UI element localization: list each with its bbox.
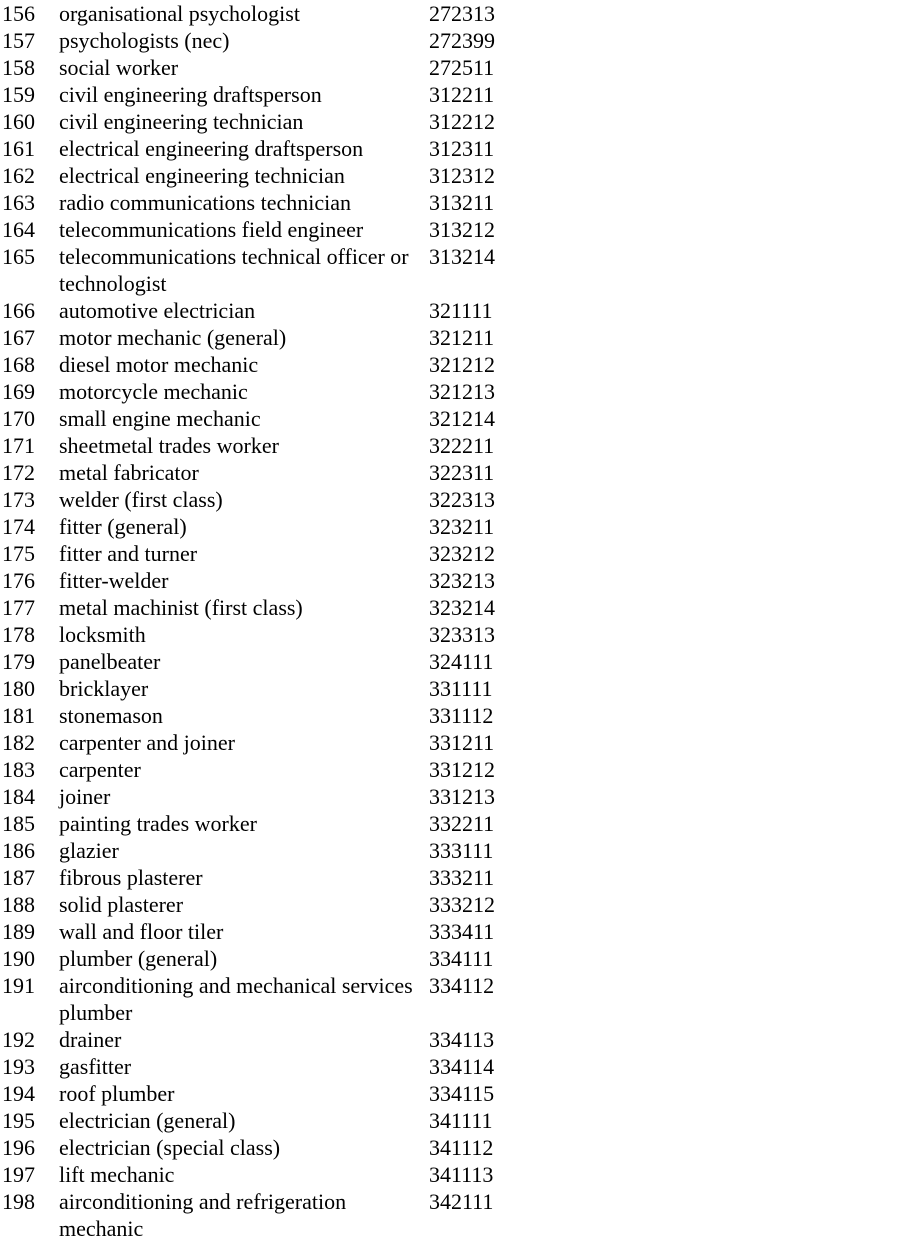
table-row [2, 324, 519, 351]
occupation-code: 313212 [429, 217, 495, 242]
table-row [2, 837, 519, 864]
table-row [2, 81, 519, 108]
table-row [2, 1134, 519, 1161]
occupation-code: 323313 [429, 622, 495, 647]
occupation-code: 312212 [429, 109, 495, 134]
row-number: 192 [2, 1027, 35, 1052]
row-number: 198 [2, 1189, 35, 1214]
table-row [2, 513, 519, 540]
row-number: 194 [2, 1081, 35, 1106]
occupation-name: wall and floor tiler [59, 919, 224, 944]
occupation-code: 331211 [429, 730, 495, 755]
table-row [2, 1161, 519, 1188]
occupation-code: 333212 [429, 892, 495, 917]
table-row [2, 891, 519, 918]
row-number: 196 [2, 1135, 35, 1160]
occupation-name: joiner [59, 784, 111, 809]
occupation-name: fitter-welder [59, 568, 169, 593]
occupation-code: 331111 [429, 676, 493, 701]
row-number: 188 [2, 892, 35, 917]
row-number: 175 [2, 541, 35, 566]
table-row [2, 378, 519, 405]
row-number: 169 [2, 379, 35, 404]
row-number: 158 [2, 55, 35, 80]
occupation-code: 313214 [429, 244, 495, 269]
table-row [2, 621, 519, 648]
row-number: 178 [2, 622, 35, 647]
occupation-name: airconditioning and mechanical services plumber [59, 973, 413, 1025]
table-row [2, 135, 519, 162]
occupation-name: radio communications technician [59, 190, 352, 215]
table-row [2, 0, 519, 27]
occupation-name: airconditioning and refrigeration mechanic [59, 1189, 347, 1241]
occupation-code: 272313 [429, 1, 495, 26]
occupation-name: drainer [59, 1027, 122, 1052]
occupation-name: welder (first class) [59, 487, 223, 512]
occupation-code: 334112 [429, 973, 495, 998]
table-row [2, 216, 519, 243]
occupation-code: 323214 [429, 595, 495, 620]
occupation-code: 322311 [429, 460, 495, 485]
row-number: 157 [2, 28, 35, 53]
table-row [2, 756, 519, 783]
row-number: 186 [2, 838, 35, 863]
occupation-name: glazier [59, 838, 119, 863]
occupation-table [2, 0, 519, 1242]
occupation-name: sheetmetal trades worker [59, 433, 279, 458]
table-row [2, 459, 519, 486]
row-number: 172 [2, 460, 35, 485]
occupation-code: 312311 [429, 136, 495, 161]
table-row [2, 432, 519, 459]
occupation-code: 331112 [429, 703, 494, 728]
row-number: 193 [2, 1054, 35, 1079]
row-number: 191 [2, 973, 35, 998]
occupation-code: 331213 [429, 784, 495, 809]
occupation-name: telecommunications technical officer or technologist [59, 244, 409, 296]
row-number: 167 [2, 325, 35, 350]
row-number: 183 [2, 757, 35, 782]
table-row [2, 351, 519, 378]
occupation-name: civil engineering draftsperson [59, 82, 322, 107]
occupation-code: 313211 [429, 190, 495, 215]
table-row [2, 648, 519, 675]
occupation-code: 341111 [429, 1108, 493, 1133]
occupation-name: solid plasterer [59, 892, 184, 917]
occupation-code: 331212 [429, 757, 495, 782]
occupation-code: 323213 [429, 568, 495, 593]
table-row [2, 1188, 519, 1242]
table-row [2, 189, 519, 216]
row-number: 156 [2, 1, 35, 26]
table-row [2, 405, 519, 432]
occupation-name: motor mechanic (general) [59, 325, 287, 350]
row-number: 185 [2, 811, 35, 836]
occupation-code: 321111 [429, 298, 493, 323]
occupation-name: metal machinist (first class) [59, 595, 303, 620]
row-number: 190 [2, 946, 35, 971]
table-row [2, 540, 519, 567]
table-row [2, 810, 519, 837]
row-number: 187 [2, 865, 35, 890]
occupation-code: 321212 [429, 352, 495, 377]
occupation-name: automotive electrician [59, 298, 256, 323]
occupation-code: 321214 [429, 406, 495, 431]
row-number: 162 [2, 163, 35, 188]
occupation-name: electrical engineering technician [59, 163, 345, 188]
occupation-name: stonemason [59, 703, 163, 728]
occupation-name: social worker [59, 55, 179, 80]
occupation-name: gasfitter [59, 1054, 132, 1079]
occupation-code: 312312 [429, 163, 495, 188]
occupation-code: 334111 [429, 946, 494, 971]
occupation-name: carpenter and joiner [59, 730, 235, 755]
occupation-name: bricklayer [59, 676, 149, 701]
table-row [2, 729, 519, 756]
table-row [2, 486, 519, 513]
table-row [2, 54, 519, 81]
table-row [2, 945, 519, 972]
table-row [2, 243, 519, 297]
row-number: 189 [2, 919, 35, 944]
table-row [2, 783, 519, 810]
occupation-code: 333411 [429, 919, 495, 944]
table-row [2, 918, 519, 945]
occupation-code: 334115 [429, 1081, 495, 1106]
row-number: 166 [2, 298, 35, 323]
occupation-name: panelbeater [59, 649, 161, 674]
occupation-name: plumber (general) [59, 946, 218, 971]
occupation-name: roof plumber [59, 1081, 175, 1106]
occupation-name: locksmith [59, 622, 146, 647]
table-row [2, 675, 519, 702]
table-row [2, 972, 519, 1026]
occupation-name: fitter and turner [59, 541, 198, 566]
table-row [2, 567, 519, 594]
row-number: 165 [2, 244, 35, 269]
table-row [2, 108, 519, 135]
occupation-code: 272511 [429, 55, 495, 80]
row-number: 176 [2, 568, 35, 593]
row-number: 160 [2, 109, 35, 134]
occupation-code: 321211 [429, 325, 495, 350]
row-number: 195 [2, 1108, 35, 1133]
row-number: 197 [2, 1162, 35, 1187]
row-number: 182 [2, 730, 35, 755]
occupation-name: electrical engineering draftsperson [59, 136, 364, 161]
occupation-name: fitter (general) [59, 514, 187, 539]
row-number: 159 [2, 82, 35, 107]
occupation-code: 341113 [429, 1162, 494, 1187]
occupation-name: electrician (special class) [59, 1135, 281, 1160]
table-row [2, 1026, 519, 1053]
row-number: 164 [2, 217, 35, 242]
occupation-code: 312211 [429, 82, 495, 107]
occupation-name: carpenter [59, 757, 141, 782]
occupation-code: 332211 [429, 811, 495, 836]
row-number: 177 [2, 595, 35, 620]
occupation-name: small engine mechanic [59, 406, 261, 431]
occupation-code: 333211 [429, 865, 495, 890]
occupation-code: 334114 [429, 1054, 495, 1079]
occupation-name: motorcycle mechanic [59, 379, 248, 404]
occupation-name: electrician (general) [59, 1108, 236, 1133]
occupation-name: psychologists (nec) [59, 28, 230, 53]
occupation-code: 324111 [429, 649, 494, 674]
row-number: 173 [2, 487, 35, 512]
row-number: 168 [2, 352, 35, 377]
occupation-name: lift mechanic [59, 1162, 175, 1187]
occupation-name: painting trades worker [59, 811, 257, 836]
row-number: 184 [2, 784, 35, 809]
row-number: 174 [2, 514, 35, 539]
occupation-code: 334113 [429, 1027, 495, 1052]
occupation-name: diesel motor mechanic [59, 352, 259, 377]
row-number: 163 [2, 190, 35, 215]
table-row [2, 27, 519, 54]
occupation-code: 272399 [429, 28, 495, 53]
table-row [2, 702, 519, 729]
occupation-name: fibrous plasterer [59, 865, 203, 890]
table-row [2, 864, 519, 891]
occupation-name: organisational psychologist [59, 1, 300, 26]
occupation-name: metal fabricator [59, 460, 199, 485]
table-row [2, 162, 519, 189]
table-row [2, 1053, 519, 1080]
occupation-name: civil engineering technician [59, 109, 304, 134]
row-number: 161 [2, 136, 35, 161]
table-row [2, 297, 519, 324]
occupation-code: 333111 [429, 838, 494, 863]
occupation-code: 342111 [429, 1189, 494, 1214]
row-number: 170 [2, 406, 35, 431]
table-row [2, 1080, 519, 1107]
row-number: 180 [2, 676, 35, 701]
occupation-code: 322211 [429, 433, 495, 458]
table-row [2, 1107, 519, 1134]
row-number: 181 [2, 703, 35, 728]
occupation-code: 323211 [429, 514, 495, 539]
occupation-code: 321213 [429, 379, 495, 404]
occupation-code: 322313 [429, 487, 495, 512]
table-row [2, 594, 519, 621]
row-number: 171 [2, 433, 35, 458]
row-number: 179 [2, 649, 35, 674]
occupation-code: 341112 [429, 1135, 494, 1160]
occupation-code: 323212 [429, 541, 495, 566]
occupation-name: telecommunications field engineer [59, 217, 364, 242]
